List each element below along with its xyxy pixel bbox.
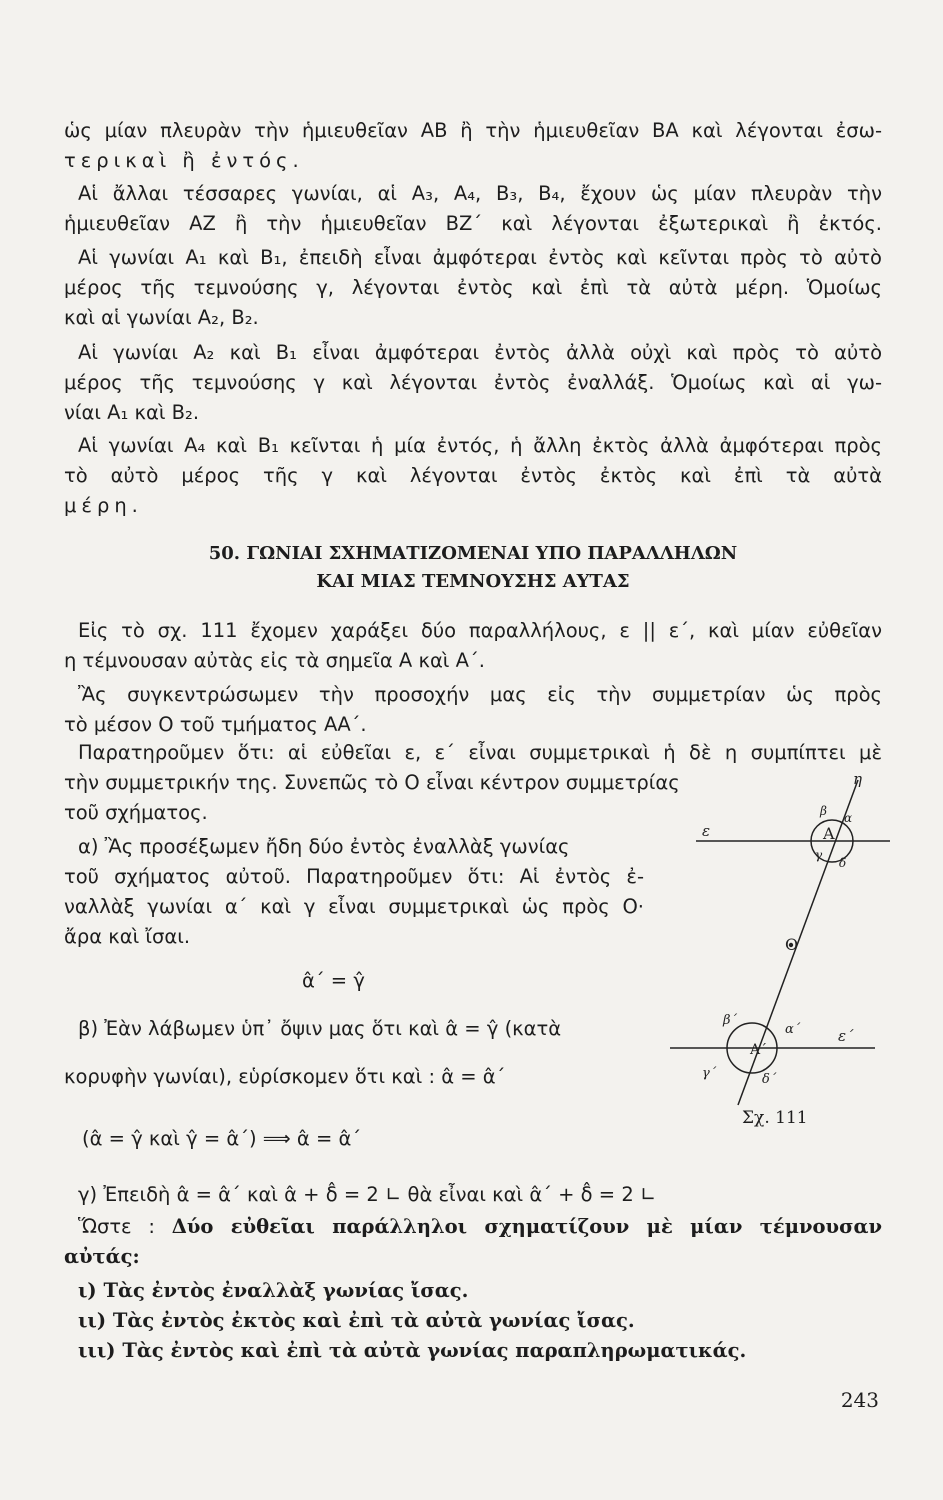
text-line: ἡμιευθεῖαν ΑΖ ἢ τὴν ἡμιευθεῖαν ΒΖ΄ καὶ λέγονται ἐξωτερικαὶ ἢ ἐκτός. <box>64 212 882 235</box>
label-beta: β <box>820 804 827 818</box>
label-alpha: α <box>844 811 853 825</box>
conclusion-line <box>64 1212 882 1242</box>
text-line: ναλλὰξ γωνίαι α΄ καὶ γ εἶναι συμμετρικαὶ ὡς πρὸς Ο· <box>64 895 644 918</box>
text-line: μέρη. <box>64 494 143 517</box>
conclusion-item: ιι) Τὰς ἐντὸς ἐκτὸς καὶ ἐπὶ τὰ αὐτὰ γωνίας ἴσας. <box>78 1309 635 1332</box>
text-line: τὴν συμμετρικήν της. Συνεπῶς τὸ Ο εἶναι κέντρον συμμετρίας <box>64 771 680 794</box>
label-delta-prime: δ΄ <box>762 1072 777 1087</box>
text-line: καὶ αἱ γωνίαι Α₂, Β₂. <box>64 306 259 329</box>
text-line: τοῦ σχήματος. <box>64 801 208 824</box>
label-A-prime: Α΄ <box>750 1042 768 1058</box>
conclusion-line: αὐτάς: <box>64 1245 140 1268</box>
text-line: Αἱ γωνίαι Α₁ καὶ Β₁, ἐπειδὴ εἶναι ἀμφότεραι ἐντὸς καὶ κεῖνται πρὸς τὸ αὐτὸ <box>78 246 882 269</box>
text-line: α) Ἂς προσέξωμεν ἤδη δύο ἐντὸς ἐναλλὰξ γωνίας <box>78 835 570 858</box>
figure-111 <box>660 770 890 1110</box>
section-heading: 50. ΓΩΝΙΑΙ ΣΧΗΜΑΤΙΖΟΜΕΝΑΙ ΥΠΟ ΠΑΡΑΛΛΗΛΩΝ <box>208 543 738 564</box>
text-line: τὸ μέσον Ο τοῦ τμήματος ΑΑ΄. <box>64 713 367 736</box>
text-line: Αἱ ἄλλαι τέσσαρες γωνίαι, αἱ Α₃, Α₄, Β₃, Β₄, ἔχουν ὡς μίαν πλευρὰν τὴν <box>78 182 882 205</box>
label-gamma: γ <box>815 848 823 862</box>
text-line: μέρος τῆς τεμνούσης γ, λέγονται ἐντὸς καὶ ἐπὶ τὰ αὐτὰ μέρη. Ὁμοίως <box>64 276 882 299</box>
conclusion-item: ι) Τὰς ἐντὸς ἐναλλὰξ γωνίας ἴσας. <box>78 1279 469 1302</box>
label-epsilon: ε <box>702 822 711 840</box>
label-beta-prime: β΄ <box>723 1013 738 1028</box>
text-line: Ἂς συγκεντρώσωμεν τὴν προσοχήν μας εἰς τὴν συμμετρίαν ὡς πρὸς <box>78 683 882 706</box>
conclusion-lead: Ὥστε : <box>78 1215 155 1238</box>
text-line: ἄρα καὶ ἴσαι. <box>64 925 191 948</box>
figure-caption: Σχ. 111 <box>742 1108 808 1128</box>
section-heading: ΚΑΙ ΜΙΑΣ ΤΕΜΝΟΥΣΗΣ ΑΥΤΑΣ <box>316 571 630 592</box>
text-line: τὸ αὐτὸ μέρος τῆς γ καὶ λέγονται ἐντὸς ἐκτὸς καὶ ἐπὶ τὰ αὐτὰ <box>64 464 882 487</box>
formula: (α̂ = γ̂ καὶ γ̂ = α̂΄) ⟹ α̂ = α̂΄ <box>82 1127 362 1150</box>
formula: α̂΄ = γ̂ <box>302 969 365 992</box>
label-A: Α <box>823 824 835 843</box>
label-delta: δ <box>839 856 847 870</box>
text-line: νίαι Α₁ καὶ Β₂. <box>64 401 200 424</box>
label-alpha-prime: α΄ <box>785 1022 801 1037</box>
text-line: γ) Ἐπειδὴ α̂ = α̂΄ καὶ α̂ + δ̂ = 2 ∟ θὰ εἶναι καὶ α̂΄ + δ̂ = 2 ∟ <box>78 1183 657 1206</box>
text-line: β) Ἐὰν λάβωμεν ὑπ᾽ ὄψιν μας ὅτι καὶ α̂ = γ̂ (κατὰ <box>78 1017 562 1040</box>
text-line: Εἰς τὸ σχ. 111 ἔχομεν χαράξει δύο παραλλήλους, ε || ε΄, καὶ μίαν εὐθεῖαν <box>78 619 882 642</box>
text-line: τοῦ σχήματος αὐτοῦ. Παρατηροῦμεν ὅτι: Αἱ ἐντὸς ἐ- <box>64 865 644 888</box>
text-line: η τέμνουσαν αὐτὰς εἰς τὰ σημεῖα Α καὶ Α΄. <box>64 649 485 672</box>
text-line: τερικαὶ ἢ ἐντός. <box>64 149 304 172</box>
page-number: 243 <box>840 1388 879 1412</box>
text-line: Παρατηροῦμεν ὅτι: αἱ εὐθεῖαι ε, ε΄ εἶναι συμμετρικαὶ ἡ δὲ η συμπίπτει μὲ <box>78 741 882 764</box>
label-gamma-prime: γ΄ <box>702 1066 717 1081</box>
conclusion-text: Δύο εὐθεῖαι παράλληλοι σχηματίζουν μὲ μίαν τέμνουσαν <box>171 1215 882 1238</box>
text-line: Αἱ γωνίαι Α₄ καὶ Β₁ κεῖνται ἡ μία ἐντός, ἡ ἄλλη ἐκτὸς ἀλλὰ ἀμφότεραι πρὸς <box>78 434 882 457</box>
label-epsilon-prime: ε΄ <box>838 1027 854 1045</box>
conclusion-item: ιιι) Τὰς ἐντὸς καὶ ἐπὶ τὰ αὐτὰ γωνίας παραπληρωματικάς. <box>78 1339 747 1362</box>
text-line: μέρος τῆς τεμνούσης γ καὶ λέγονται ἐντὸς ἐναλλάξ. Ὁμοίως καὶ αἱ γω- <box>64 371 882 394</box>
label-eta: η <box>853 770 862 788</box>
label-O: Ο <box>785 935 799 954</box>
text-line: κορυφὴν γωνίαι), εὑρίσκομεν ὅτι καὶ : α̂ = α̂΄ <box>64 1065 506 1088</box>
text-line: Αἱ γωνίαι Α₂ καὶ Β₁ εἶναι ἀμφότεραι ἐντὸς ἀλλὰ οὐχὶ καὶ πρὸς τὸ αὐτὸ <box>78 341 882 364</box>
text-line: ὡς μίαν πλευρὰν τὴν ἡμιευθεῖαν ΑΒ ἢ τὴν ἡμιευθεῖαν ΒΑ καὶ λέγονται ἐσω- <box>64 119 882 142</box>
